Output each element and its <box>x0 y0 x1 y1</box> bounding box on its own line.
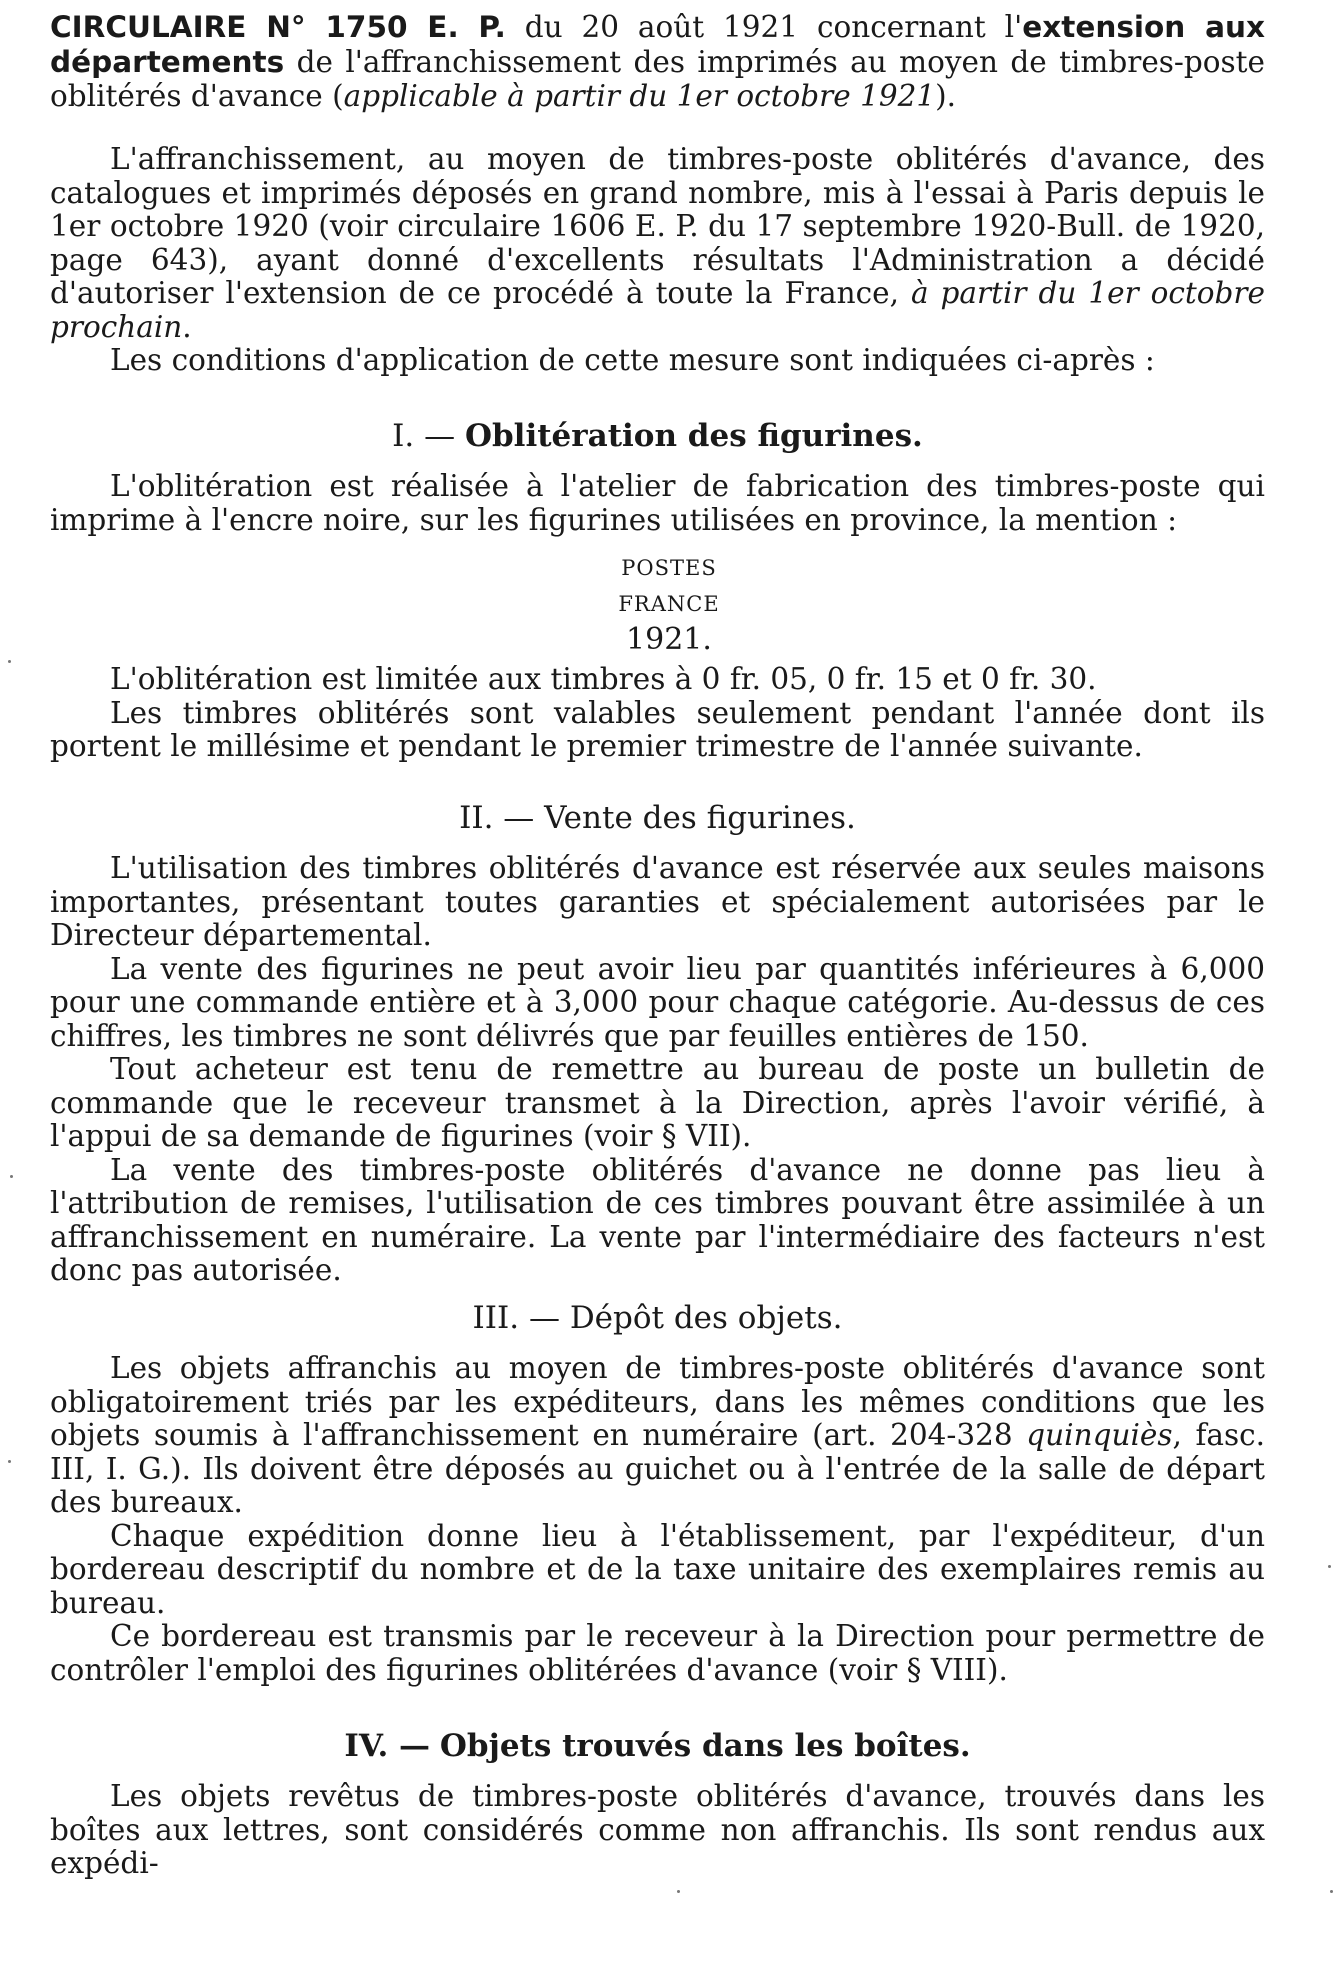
section-3-heading: III. — Dépôt des objets. <box>472 1300 843 1336</box>
section-1-validity-paragraph: Les timbres oblitérés sont valables seulement pendant l'année dont ils portent le millésime et pendant le premier trimestre de l'année suivante. <box>50 695 1265 763</box>
scan-speck <box>1330 1890 1333 1893</box>
intro-conditions-paragraph: Les conditions d'application de cette mesure sont indiquées ci-après : <box>110 343 1155 377</box>
scan-speck <box>8 660 11 663</box>
section-2-body <box>50 852 1265 1288</box>
intro-paragraph: L'affranchissement, au moyen de timbres-poste oblitérés d'avance, des catalogues et imprimés déposés en grand nombre, mis à l'essai à Paris depuis le 1er octobre 1920 (voir circulaire 1606 E. P. du 17 septembre 1920-Bull. de 1920, page 643), ayant donné d'excellents résultats l'Administration a décidé d'autoriser l'extension de ce procédé à toute la France, à partir du 1er octobre prochain. <box>50 142 1265 344</box>
section-3-paragraph-3: Ce bordereau est transmis par le receveur à la Direction pour permettre de contrôler l'emploi des figurines oblitérées d'avance (voir § VIII). <box>50 1619 1265 1687</box>
scan-speck <box>677 1890 680 1893</box>
section-2-paragraph-4: La vente des timbres-poste oblitérés d'avance ne donne pas lieu à l'attribution de remises, l'utilisation de ces timbres pouvant être assimilée à un affranchissement en numéraire. La vente par l'intermédiaire des facteurs n'est donc pas autorisée. <box>50 1152 1265 1287</box>
section-1-body <box>50 663 1265 764</box>
scan-speck <box>1328 1565 1331 1568</box>
section-1-intro <box>50 470 1265 537</box>
scan-speck <box>10 1175 13 1178</box>
section-1-paragraph: L'oblitération est réalisée à l'atelier de fabrication des timbres-poste qui imprime à l'encre noire, sur les figurines utilisées en province, la mention : <box>50 469 1265 537</box>
section-1-limit-paragraph: L'oblitération est limitée aux timbres à 0 fr. 05, 0 fr. 15 et 0 fr. 30. <box>110 662 1097 696</box>
section-2-heading: II. — Vente des figurines. <box>459 800 856 836</box>
section-3-body <box>50 1352 1265 1687</box>
section-2-paragraph-1: L'utilisation des timbres oblitérés d'avance est réservée aux seules maisons importantes, présentant toutes garanties et spécialement autorisées par le Directeur départemental. <box>50 851 1265 952</box>
circular-number: CIRCULAIRE N° 1750 E. P. <box>50 10 506 44</box>
stamp-france: FRANCE <box>618 592 720 616</box>
scan-speck <box>8 1460 11 1463</box>
section-3-paragraph-2: Chaque expédition donne lieu à l'établissement, par l'expéditeur, d'un bordereau descriptif du nombre et de la taxe unitaire des exemplaires remis au bureau. <box>50 1518 1265 1620</box>
circular-header <box>50 10 1265 114</box>
stamp-year: 1921. <box>626 622 712 657</box>
section-1-heading: I. — Oblitération des figurines. <box>392 418 923 454</box>
section-4-paragraph-1: Les objets revêtus de timbres-poste oblitérés d'avance, trouvés dans les boîtes aux lettres, sont considérés comme non affranchis. Ils sont rendus aux expédi- <box>50 1779 1265 1880</box>
section-2-paragraph-2: La vente des figurines ne peut avoir lieu par quantités inférieures à 6,000 pour une commande entière et à 3,000 pour chaque catégorie. Au-dessus de ces chiffres, les timbres ne sont délivrés que par feuilles entières de 150. <box>50 951 1265 1053</box>
section-4-body <box>50 1780 1265 1881</box>
circular-header-paragraph: CIRCULAIRE N° 1750 E. P. du 20 août 1921 concernant l'extension aux départements de l'affranchissement des imprimés au moyen de timbres-poste oblitérés d'avance (applicable à partir du 1er octobre 1921). <box>50 10 1266 113</box>
section-3-paragraph-1: Les objets affranchis au moyen de timbres-poste oblitérés d'avance sont obligatoirement triés par les expéditeurs, dans les mêmes conditions que les objets soumis à l'affranchissement en numéraire (art. 204-328 quinquiès, fasc. III, I. G.). Ils doivent être déposés au guichet ou à l'entrée de la salle de départ des bureaux. <box>50 1351 1265 1519</box>
section-2-paragraph-3: Tout acheteur est tenu de remettre au bureau de poste un bulletin de commande que le receveur transmet à la Direction, après l'avoir vérifié, à l'appui de sa demande de figurines (voir § VII). <box>50 1052 1265 1153</box>
section-4-heading: IV. — Objets trouvés dans les boîtes. <box>344 1728 971 1764</box>
stamp-postes: POSTES <box>621 556 717 580</box>
intro-block <box>50 143 1265 378</box>
